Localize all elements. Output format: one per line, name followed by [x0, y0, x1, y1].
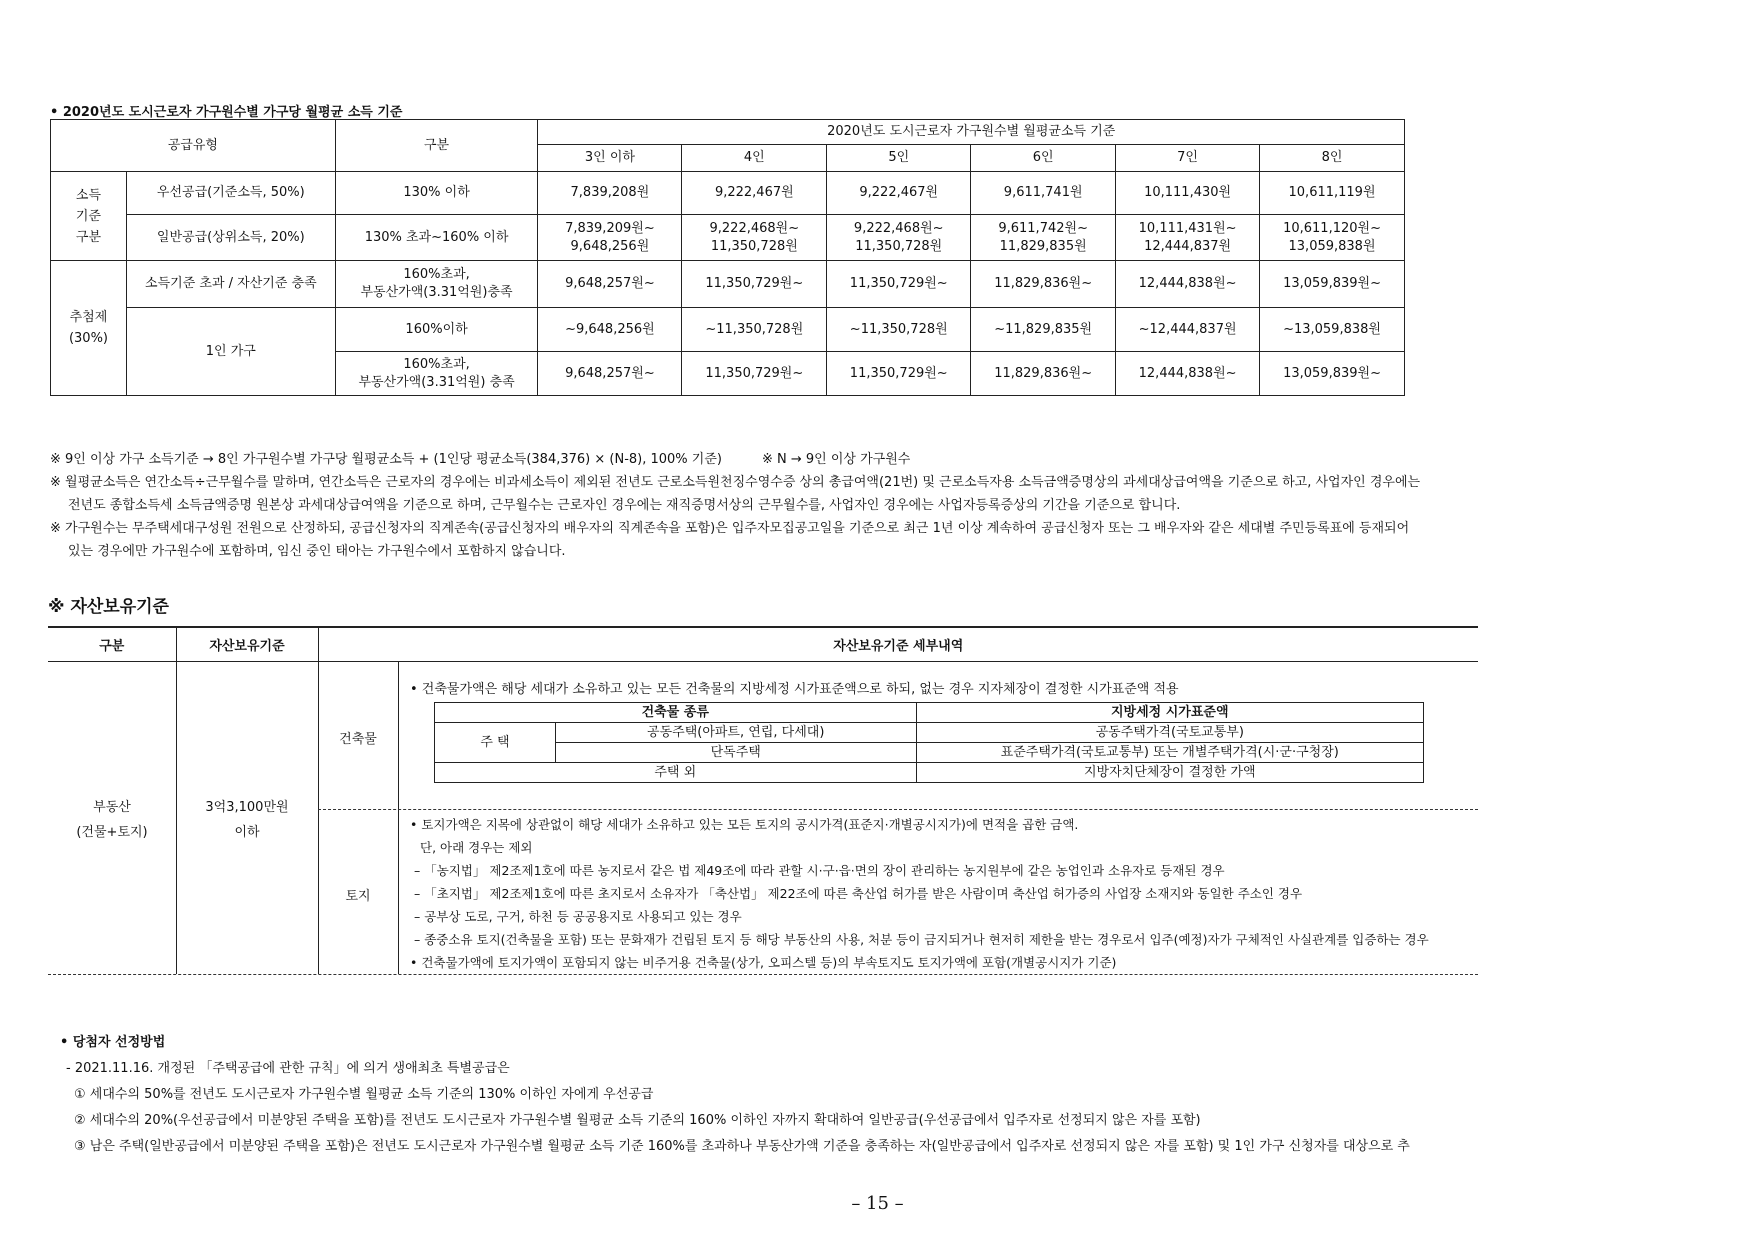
building-label: 건축물: [339, 732, 377, 747]
note-household: ※ 가구원수는 무주택세대구성원 전원으로 산정하되, 공급신청자의 직계존속(공급신청자의 배우자의 직계존속을 포함)은 입주자모집공고일을 기준으로 최근 1년 이상 계속하여 공급신청자 또는 그 배우자와 같은 세대별 주민등록표에 등재되어: [50, 521, 1410, 536]
note-monthly-income: ※ 월평균소득은 연간소득÷근무월수를 말하며, 연간소득은 근로자의 경우에는 비과세소득이 제외된 전년도 근로소득원천징수영수증 상의 총급여액(21번) 및 근로소득자용 소득금액증명상의 과세대상급여액을 기준으로 하고, 사업자인 경우에는: [50, 475, 1421, 490]
land-exception: – 공부상 도로, 구거, 하천 등 공공용지로 사용되고 있는 경우: [414, 909, 742, 924]
income-notes: [50, 448, 1420, 563]
col-header: 6인: [971, 145, 1116, 172]
asset-standard: 3억3,100만원 이하: [205, 800, 289, 840]
building-bullet: • 건축물가액은 해당 세대가 소유하고 있는 모든 건축물의 지방세정 시가표준액으로 하되, 없는 경우 지자체장이 결정한 시가표준액 적용: [410, 682, 1179, 697]
asset-category: 부동산 (건물+토지): [76, 800, 148, 840]
note-household-cont: 있는 경우에만 가구원수에 포함하며, 임신 중인 태아는 가구원수에서 포함하지 않습니다.: [68, 544, 566, 559]
col-header: 8인: [1260, 145, 1405, 172]
land-exception: – 「농지법」 제2조제1호에 따른 농지로서 같은 법 제49조에 따라 관할 시·구·읍·면의 장이 관리하는 농지원부에 같은 농업인과 소유자로 등재된 경우: [414, 863, 1225, 878]
hdr-supply-type: 공급유형: [51, 120, 336, 172]
hdr-income-standard: 2020년도 도시근로자 가구원수별 월평균소득 기준: [538, 120, 1405, 145]
selection-title: • 당첨자 선정방법: [60, 1035, 166, 1050]
selection-method: [60, 1030, 1410, 1160]
group-income-label: 소득 기준 구분: [51, 172, 127, 261]
land-exception-intro: 단, 아래 경우는 제외: [420, 840, 533, 855]
col-header: 3인 이하: [538, 145, 682, 172]
land-bullet: • 건축물가액에 토지가액이 포함되지 않는 비주거용 건축물(상가, 오피스텔 등)의 부속토지도 토지가액에 포함(개별공시지가 기준): [410, 955, 1117, 970]
selection-line: - 2021.11.16. 개정된 「주택공급에 관한 규칙」에 의거 생애최초 특별공급은: [66, 1061, 510, 1076]
col-header: 7인: [1116, 145, 1260, 172]
note-n-def: ※ N → 9인 이상 가구원수: [761, 452, 911, 467]
col-header: 4인: [682, 145, 827, 172]
asset-section-title: ※ 자산보유기준: [48, 597, 169, 617]
table-row: 일반공급(상위소득, 20%) 130% 초과~160% 이하 7,839,209원~ 9,648,256원 9,222,468원~ 11,350,728원 9,222,468원~ 11,350,728원 9,611,742원~ 11,829,835원 10,111,431원~ 12,444,837원 10,611,120원~ 13,059,838원: [51, 215, 1405, 261]
selection-line: ③ 남은 주택(일반공급에서 미분양된 주택을 포함)은 전년도 도시근로자 가구원수별 월평균 소득 기준 160%를 초과하나 부동산가액 기준을 충족하는 자(일반공급에서 입주자로 선정되지 않은 자를 포함) 및 1인 가구 신청자를 대상으로 추: [74, 1139, 1410, 1154]
table-row: 160%초과, 부동산가액(3.31억원) 충족 9,648,257원~ 11,350,729원~ 11,350,729원~ 11,829,836원~ 12,444,838원~ 13,059,839원~: [51, 352, 1405, 396]
selection-line: ② 세대수의 20%(우선공급에서 미분양된 주택을 포함)를 전년도 도시근로자 가구원수별 월평균 소득 기준의 160% 이하인 자까지 확대하여 일반공급(우선공급에서 입주자로 선정되지 않은 자를 포함): [74, 1113, 1201, 1128]
building-type-table: 건축물 종류 지방세정 시가표준액 주 택 공동주택(아파트, 연립, 다세대) 공동주택가격(국토교통부) 단독주택 표준주택가격(국토교통부) 또는 개별주택가격(시·군·구청장) 주택 외 지방자치단체장이 결정한 가액: [434, 702, 1424, 783]
land-bullet: • 토지가액은 지목에 상관없이 해당 세대가 소유하고 있는 모든 토지의 공시가격(표준지·개별공시지가)에 면적을 곱한 금액.: [410, 817, 1079, 832]
table-row: 1인 가구 160%이하 ~9,648,256원 ~11,350,728원 ~11,350,728원 ~11,829,835원 ~12,444,837원 ~13,059,838원: [51, 308, 1405, 352]
asset-header: 구분 자산보유기준 자산보유기준 세부내역: [48, 626, 1478, 662]
page-number: – 15 –: [851, 1193, 904, 1214]
table-row: 소득 기준 구분 우선공급(기준소득, 50%) 130% 이하 7,839,208원 9,222,467원 9,222,467원 9,611,741원 10,111,430원 10,611,119원: [51, 172, 1405, 215]
group-lottery-label: 추첨제 (30%): [51, 261, 127, 396]
col-header: 5인: [827, 145, 971, 172]
land-details: [410, 813, 1429, 974]
land-label: 토지: [345, 889, 371, 904]
income-section-title: • 2020년도 도시근로자 가구원수별 가구당 월평균 소득 기준: [50, 105, 403, 120]
table-row: 추첨제 (30%) 소득기준 초과 / 자산기준 충족 160%초과, 부동산가액(3.31억원)충족 9,648,257원~ 11,350,729원~ 11,350,729원~ 11,829,836원~ 12,444,838원~ 13,059,839원~: [51, 261, 1405, 308]
note-monthly-income-cont: 전년도 종합소득세 소득금액증명 원본상 과세대상급여액을 기준으로 하며, 근무월수는 근로자인 경우에는 재직증명서상의 근무월수를, 사업자인 경우에는 사업자등록증상의 기간을 기준으로 합니다.: [68, 498, 1181, 513]
land-exception: – 종중소유 토지(건축물을 포함) 또는 문화재가 건립된 토지 등 해당 부동산의 사용, 처분 등이 금지되거나 현저히 제한을 받는 경우로서 입주(예정)자가 구체적인 사실관계를 입증하는 경우: [414, 932, 1429, 947]
land-exception: – 「초지법」 제2조제1호에 따른 초지로서 소유자가 「축산법」 제22조에 따른 축산업 허가를 받은 사람이며 축산업 허가증의 사업장 소재지와 동일한 주소인 경우: [414, 886, 1303, 901]
note-9-persons: ※ 9인 이상 가구 소득기준 → 8인 가구원수별 가구당 월평균소득 + (1인당 평균소득(384,376) × (N-8), 100% 기준): [50, 452, 722, 467]
hdr-division: 구분: [335, 120, 538, 172]
selection-line: ① 세대수의 50%를 전년도 도시근로자 가구원수별 월평균 소득 기준의 130% 이하인 자에게 우선공급: [74, 1087, 654, 1102]
income-table: [50, 119, 1405, 396]
